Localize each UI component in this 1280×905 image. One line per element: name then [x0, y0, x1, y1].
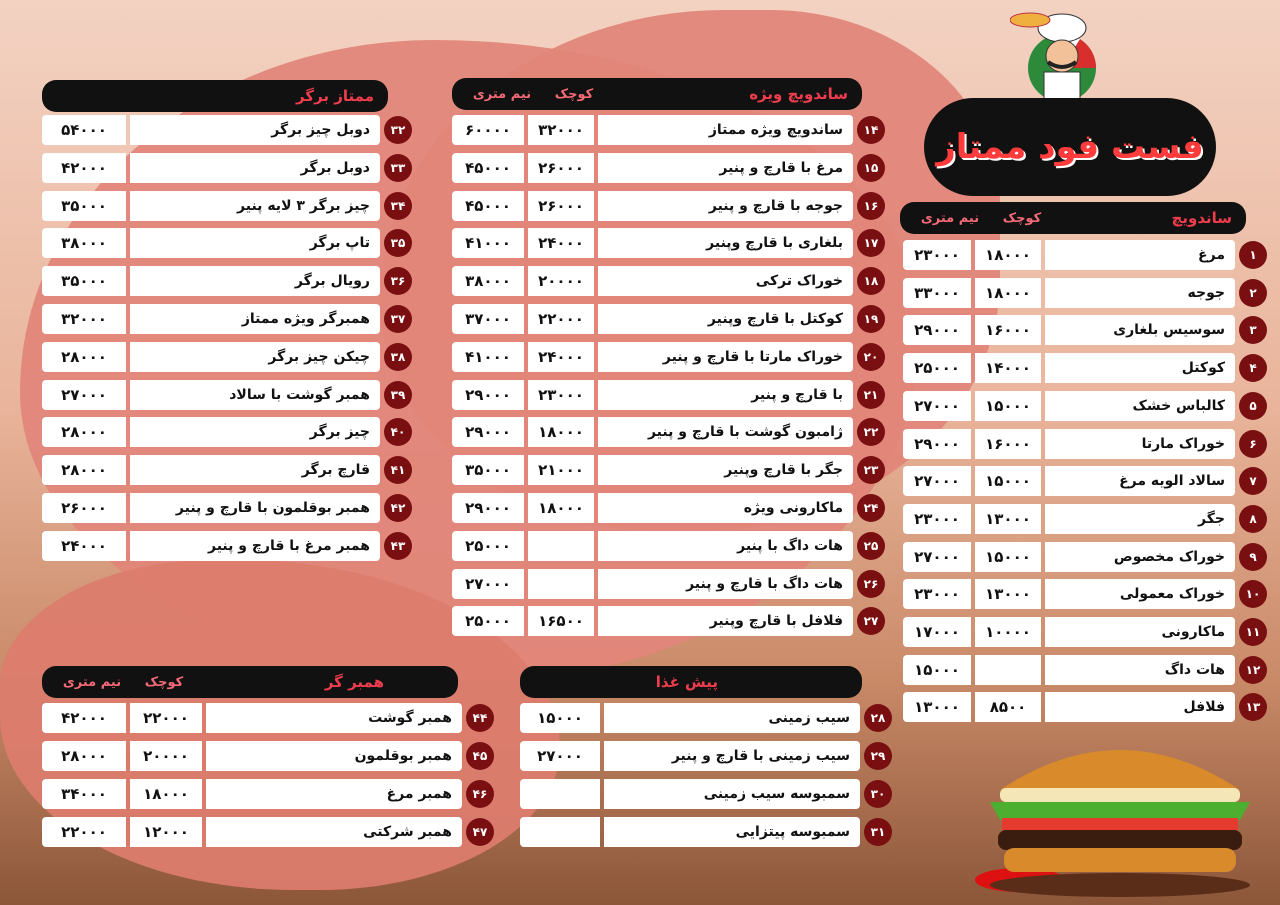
item-number: ۴۶ [466, 780, 494, 808]
item-price-small: ۲۱۰۰۰ [528, 455, 594, 485]
item-price-small: ۲۴۰۰۰ [528, 228, 594, 258]
item-price-half: ۳۷۰۰۰ [452, 304, 524, 334]
item-number: ۱۶ [857, 192, 885, 220]
menu-row [520, 703, 892, 733]
item-name: خوراک معمولی [1045, 579, 1235, 609]
menu-row [42, 191, 412, 221]
brand-title: فست فود ممتاز [936, 127, 1204, 167]
item-price-half: ۲۹۰۰۰ [452, 380, 524, 410]
item-number: ۱۳ [1239, 693, 1267, 721]
item-number: ۴۳ [384, 532, 412, 560]
item-name: ژامبون گوشت با قارچ و پنیر [598, 417, 853, 447]
item-price-price: ۳۲۰۰۰ [42, 304, 126, 334]
item-name: همبر مرغ [206, 779, 462, 809]
item-number: ۳۴ [384, 192, 412, 220]
hamburger-title: همبر گر [324, 673, 384, 691]
special-title: ساندویچ ویژه [749, 85, 848, 103]
menu-row [452, 228, 885, 258]
col-half-label: نیم متری [472, 86, 532, 102]
menu-row [903, 466, 1267, 496]
burger-image [960, 720, 1260, 900]
item-price-small: ۱۸۰۰۰ [130, 779, 202, 809]
item-name: همبر گوشت [206, 703, 462, 733]
menu-row [42, 817, 494, 847]
item-number: ۳۹ [384, 381, 412, 409]
item-name: کوکتل [1045, 353, 1235, 383]
item-number: ۶ [1239, 430, 1267, 458]
item-price-price: ۳۸۰۰۰ [42, 228, 126, 258]
item-name: سالاد الویه مرغ [1045, 466, 1235, 496]
menu-row [520, 741, 892, 771]
item-number: ۱۷ [857, 229, 885, 257]
item-price-half: ۲۷۰۰۰ [903, 466, 971, 496]
item-price-half: ۲۷۰۰۰ [903, 542, 971, 572]
item-name: همبر شرکتی [206, 817, 462, 847]
item-price-half: ۲۲۰۰۰ [42, 817, 126, 847]
item-price-price: ۲۸۰۰۰ [42, 417, 126, 447]
menu-row [903, 240, 1267, 270]
item-name: جوجه با قارچ و پنیر [598, 191, 853, 221]
menu-row [42, 779, 494, 809]
item-name: جگر [1045, 504, 1235, 534]
item-price-small: ۱۰۰۰۰ [975, 617, 1041, 647]
item-name: هات داگ [1045, 655, 1235, 685]
item-price-price: ۲۶۰۰۰ [42, 493, 126, 523]
item-number: ۳۱ [864, 818, 892, 846]
item-price-half: ۳۴۰۰۰ [42, 779, 126, 809]
starter-title: پیش غذا [655, 673, 718, 691]
menu-row [903, 692, 1267, 722]
item-name: چیکن چیز برگر [130, 342, 380, 372]
item-price-half: ۲۷۰۰۰ [452, 569, 524, 599]
item-price-half: ۶۰۰۰۰ [452, 115, 524, 145]
item-number: ۳۵ [384, 229, 412, 257]
col-small-label: کوچک [1002, 210, 1042, 226]
item-price-half: ۲۵۰۰۰ [452, 606, 524, 636]
item-name: قارچ برگر [130, 455, 380, 485]
item-number: ۳ [1239, 316, 1267, 344]
item-price-small: ۲۴۰۰۰ [528, 342, 594, 372]
item-price-small: ۱۸۰۰۰ [975, 278, 1041, 308]
item-price-small: ۲۳۰۰۰ [528, 380, 594, 410]
item-price-price: ۳۵۰۰۰ [42, 191, 126, 221]
item-number: ۲۲ [857, 418, 885, 446]
item-price-small: ۱۵۰۰۰ [975, 391, 1041, 421]
item-price-small: ۱۵۰۰۰ [975, 466, 1041, 496]
item-number: ۱۴ [857, 116, 885, 144]
item-price-small [975, 655, 1041, 685]
menu-row [452, 342, 885, 372]
item-price-half: ۲۳۰۰۰ [903, 579, 971, 609]
item-name: تاپ برگر [130, 228, 380, 258]
item-number: ۴۷ [466, 818, 494, 846]
item-number: ۱۱ [1239, 618, 1267, 646]
item-price-half: ۳۸۰۰۰ [452, 266, 524, 296]
item-name: خوراک مارتا [1045, 429, 1235, 459]
item-name: رویال برگر [130, 266, 380, 296]
menu-row [452, 153, 885, 183]
item-price-small: ۱۸۰۰۰ [528, 493, 594, 523]
item-name: کوکتل با قارچ وپنیر [598, 304, 853, 334]
item-number: ۳۲ [384, 116, 412, 144]
item-name: فلافل [1045, 692, 1235, 722]
item-price-half: ۲۵۰۰۰ [903, 353, 971, 383]
item-name: همبر بوقلمون با قارچ و پنیر [130, 493, 380, 523]
item-price-small: ۲۶۰۰۰ [528, 191, 594, 221]
item-price-price: ۱۵۰۰۰ [520, 703, 600, 733]
item-number: ۲۵ [857, 532, 885, 560]
item-name: بلغاری با قارچ وپنیر [598, 228, 853, 258]
item-number: ۳۶ [384, 267, 412, 295]
brand-logo [924, 98, 1216, 196]
item-number: ۲۶ [857, 570, 885, 598]
col-half-label: نیم متری [920, 210, 980, 226]
item-price-half: ۱۵۰۰۰ [903, 655, 971, 685]
col-small-label: کوچک [144, 674, 184, 690]
item-number: ۲۹ [864, 742, 892, 770]
item-price-half: ۴۲۰۰۰ [42, 703, 126, 733]
menu-row [903, 542, 1267, 572]
item-name: همبر بوقلمون [206, 741, 462, 771]
item-price-half: ۳۵۰۰۰ [452, 455, 524, 485]
item-number: ۸ [1239, 505, 1267, 533]
menu-row [452, 531, 885, 561]
menu-row [42, 531, 412, 561]
menu-row [452, 115, 885, 145]
col-small-label: کوچک [554, 86, 594, 102]
item-price-small: ۱۸۰۰۰ [975, 240, 1041, 270]
chef-icon [1010, 6, 1110, 106]
menu-row [452, 493, 885, 523]
item-price-half: ۲۹۰۰۰ [452, 493, 524, 523]
item-price-half: ۴۵۰۰۰ [452, 153, 524, 183]
menu-row [452, 191, 885, 221]
item-name: خوراک ترکی [598, 266, 853, 296]
menu-row [520, 779, 892, 809]
item-name: فلافل با قارچ وپنیر [598, 606, 853, 636]
item-number: ۲۱ [857, 381, 885, 409]
item-price-small: ۲۰۰۰۰ [528, 266, 594, 296]
item-name: جگر با قارچ وپنیر [598, 455, 853, 485]
menu-row [42, 342, 412, 372]
item-name: چیز برگر [130, 417, 380, 447]
menu-row [903, 504, 1267, 534]
item-price-price: ۲۷۰۰۰ [42, 380, 126, 410]
item-number: ۲۴ [857, 494, 885, 522]
item-name: مرغ [1045, 240, 1235, 270]
menu-row [452, 569, 885, 599]
item-price-small: ۱۴۰۰۰ [975, 353, 1041, 383]
item-price-half: ۱۷۰۰۰ [903, 617, 971, 647]
item-price-half: ۲۹۰۰۰ [903, 429, 971, 459]
item-number: ۱۰ [1239, 580, 1267, 608]
item-price-half: ۲۹۰۰۰ [903, 315, 971, 345]
menu-row [903, 391, 1267, 421]
item-name: چیز برگر ۳ لایه پنیر [130, 191, 380, 221]
item-price-price [520, 817, 600, 847]
item-price-half: ۲۵۰۰۰ [452, 531, 524, 561]
item-price-small: ۸۵۰۰ [975, 692, 1041, 722]
item-price-small: ۲۲۰۰۰ [130, 703, 202, 733]
item-name: خوراک مخصوص [1045, 542, 1235, 572]
item-name: با قارچ و پنیر [598, 380, 853, 410]
item-number: ۲۳ [857, 456, 885, 484]
item-price-small: ۱۲۰۰۰ [130, 817, 202, 847]
item-name: مرغ با قارچ و پنیر [598, 153, 853, 183]
menu-row [42, 703, 494, 733]
item-price-half: ۲۷۰۰۰ [903, 391, 971, 421]
item-price-small: ۳۲۰۰۰ [528, 115, 594, 145]
item-name: همبر گوشت با سالاد [130, 380, 380, 410]
special-header [452, 78, 862, 110]
item-price-price: ۲۷۰۰۰ [520, 741, 600, 771]
sandwich-title: ساندویچ [1171, 209, 1232, 227]
item-number: ۱۲ [1239, 656, 1267, 684]
item-number: ۱ [1239, 241, 1267, 269]
item-price-small: ۲۲۰۰۰ [528, 304, 594, 334]
item-price-half: ۲۸۰۰۰ [42, 741, 126, 771]
menu-row [452, 455, 885, 485]
menu-row [903, 278, 1267, 308]
menu-row [452, 266, 885, 296]
col-half-label: نیم متری [62, 674, 122, 690]
item-name: خوراک مارتا با قارچ و پنیر [598, 342, 853, 372]
menu-row [452, 417, 885, 447]
item-price-small: ۱۶۰۰۰ [975, 429, 1041, 459]
item-name: ساندویچ ویژه ممتاز [598, 115, 853, 145]
item-name: جوجه [1045, 278, 1235, 308]
menu-row [42, 741, 494, 771]
item-name: سمبوسه پیتزایی [604, 817, 860, 847]
starter-header [520, 666, 862, 698]
menu-row [452, 380, 885, 410]
item-number: ۳۸ [384, 343, 412, 371]
item-price-small: ۱۶۵۰۰ [528, 606, 594, 636]
item-number: ۴۰ [384, 418, 412, 446]
item-price-small: ۲۶۰۰۰ [528, 153, 594, 183]
item-price-half: ۴۵۰۰۰ [452, 191, 524, 221]
item-number: ۴۱ [384, 456, 412, 484]
sandwich-header [900, 202, 1246, 234]
menu-row [42, 493, 412, 523]
item-number: ۲ [1239, 279, 1267, 307]
item-name: سمبوسه سیب زمینی [604, 779, 860, 809]
item-price-price [520, 779, 600, 809]
item-name: دوبل برگر [130, 153, 380, 183]
menu-row [42, 380, 412, 410]
item-price-price: ۲۸۰۰۰ [42, 342, 126, 372]
item-name: هات داگ با پنیر [598, 531, 853, 561]
item-name: هات داگ با قارچ و پنیر [598, 569, 853, 599]
menu-row [452, 606, 885, 636]
item-price-price: ۲۸۰۰۰ [42, 455, 126, 485]
menu-row [42, 455, 412, 485]
menu-row [42, 153, 412, 183]
item-number: ۲۰ [857, 343, 885, 371]
item-name: دوبل چیز برگر [130, 115, 380, 145]
item-price-half: ۱۳۰۰۰ [903, 692, 971, 722]
menu-row [42, 228, 412, 258]
menu-row [42, 304, 412, 334]
item-number: ۷ [1239, 467, 1267, 495]
item-price-small: ۱۳۰۰۰ [975, 579, 1041, 609]
item-price-price: ۵۴۰۰۰ [42, 115, 126, 145]
item-number: ۲۸ [864, 704, 892, 732]
item-number: ۴۲ [384, 494, 412, 522]
item-price-small: ۱۸۰۰۰ [528, 417, 594, 447]
burger-title: ممتاز برگر [296, 87, 374, 105]
item-name: سوسیس بلغاری [1045, 315, 1235, 345]
item-price-small: ۱۳۰۰۰ [975, 504, 1041, 534]
item-price-half: ۴۱۰۰۰ [452, 228, 524, 258]
item-price-small: ۲۰۰۰۰ [130, 741, 202, 771]
item-price-price: ۳۵۰۰۰ [42, 266, 126, 296]
item-number: ۱۵ [857, 154, 885, 182]
item-price-small [528, 569, 594, 599]
hamburger-header [42, 666, 458, 698]
item-price-price: ۴۲۰۰۰ [42, 153, 126, 183]
item-number: ۵ [1239, 392, 1267, 420]
item-number: ۲۷ [857, 607, 885, 635]
item-price-half: ۳۳۰۰۰ [903, 278, 971, 308]
item-price-small [528, 531, 594, 561]
item-price-half: ۲۳۰۰۰ [903, 504, 971, 534]
menu-row [42, 115, 412, 145]
item-name: سیب زمینی [604, 703, 860, 733]
item-number: ۱۸ [857, 267, 885, 295]
item-name: همبر مرغ با قارچ و پنیر [130, 531, 380, 561]
menu-row [42, 417, 412, 447]
item-name: همبرگر ویژه ممتاز [130, 304, 380, 334]
menu-row [903, 579, 1267, 609]
menu-row [903, 655, 1267, 685]
item-price-half: ۲۳۰۰۰ [903, 240, 971, 270]
menu-row [903, 617, 1267, 647]
menu-row [903, 429, 1267, 459]
menu-row [42, 266, 412, 296]
item-number: ۹ [1239, 543, 1267, 571]
menu-row [903, 315, 1267, 345]
menu-row [452, 304, 885, 334]
item-number: ۴۵ [466, 742, 494, 770]
item-number: ۳۷ [384, 305, 412, 333]
item-number: ۴۴ [466, 704, 494, 732]
item-number: ۴ [1239, 354, 1267, 382]
menu-row [520, 817, 892, 847]
item-name: ماکارونی ویژه [598, 493, 853, 523]
item-price-price: ۲۴۰۰۰ [42, 531, 126, 561]
item-name: ماکارونی [1045, 617, 1235, 647]
item-price-half: ۲۹۰۰۰ [452, 417, 524, 447]
item-name: کالباس خشک [1045, 391, 1235, 421]
item-number: ۳۳ [384, 154, 412, 182]
burger-header [42, 80, 388, 112]
item-price-half: ۴۱۰۰۰ [452, 342, 524, 372]
item-number: ۳۰ [864, 780, 892, 808]
item-number: ۱۹ [857, 305, 885, 333]
item-name: سیب زمینی با قارچ و پنیر [604, 741, 860, 771]
item-price-small: ۱۵۰۰۰ [975, 542, 1041, 572]
menu-row [903, 353, 1267, 383]
item-price-small: ۱۶۰۰۰ [975, 315, 1041, 345]
